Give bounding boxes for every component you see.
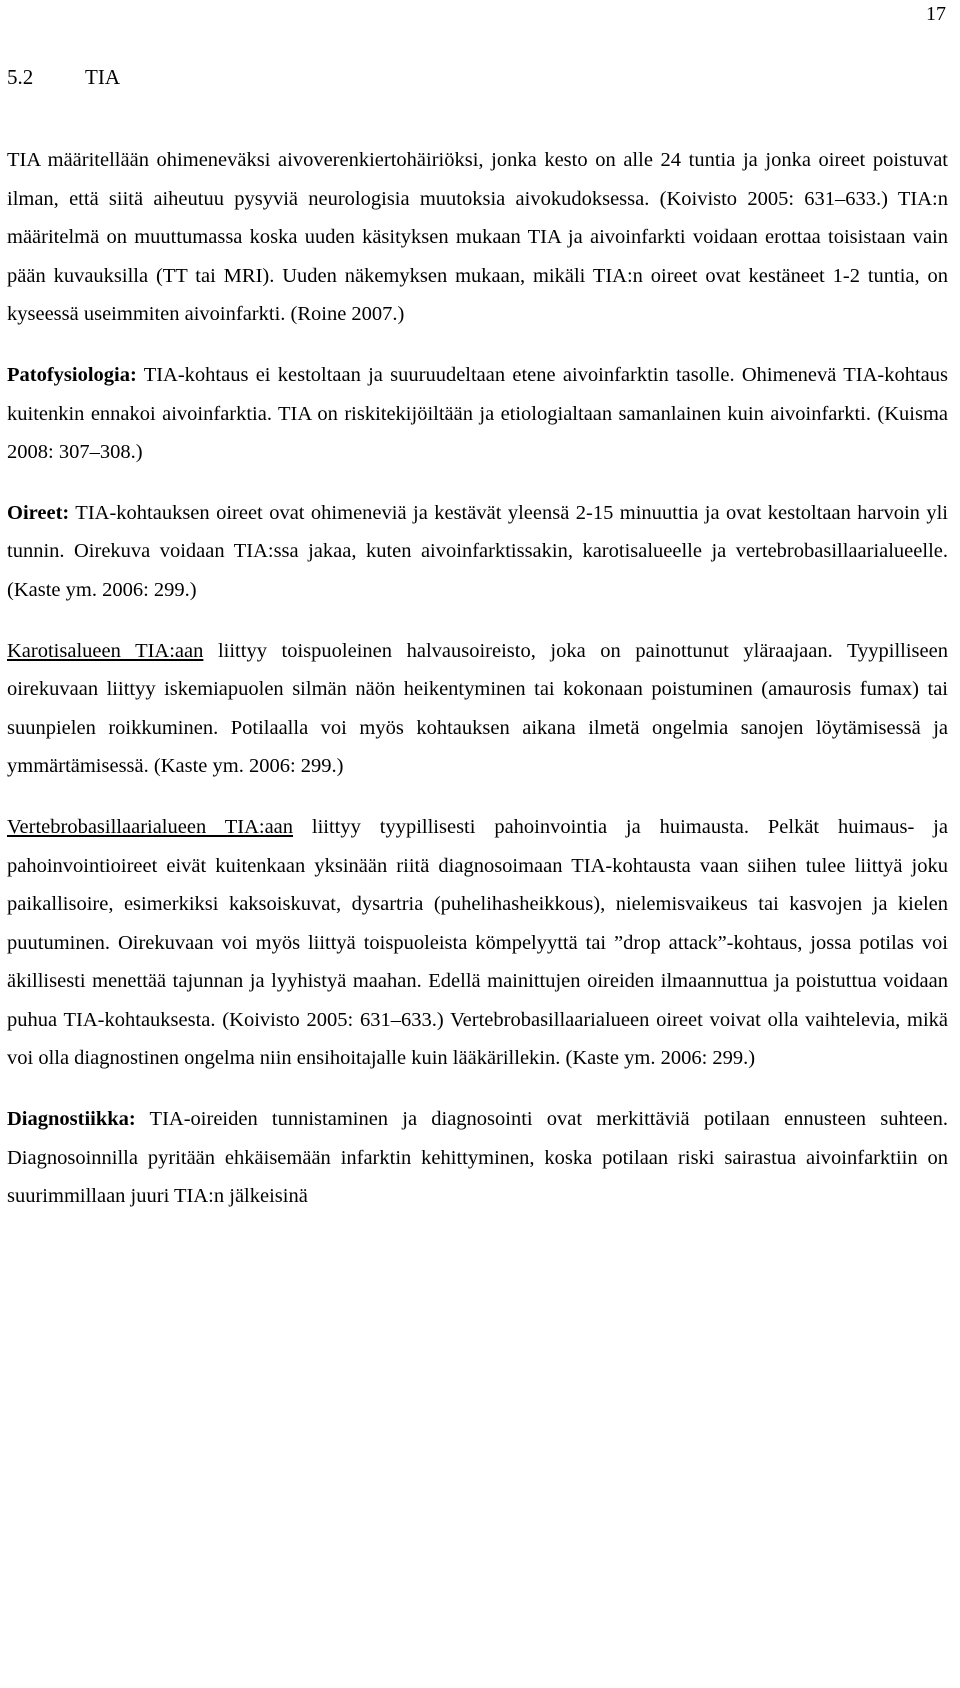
pathophysiology-label: Patofysiologia: bbox=[7, 363, 137, 386]
paragraph-pathophysiology bbox=[7, 356, 948, 472]
symptoms-text: TIA-kohtauksen oireet ovat ohimeneviä ja kestävät yleensä 2-15 minuuttia ja ovat kestoltaan harvoin yli tunnin. Oirekuva voidaan TIA:ssa jakaa, kuten aivoinfarktissakin, karotisalueelle ja vertebrobasillaarialueelle. (Kaste ym. 2006: 299.) bbox=[7, 501, 948, 601]
document-body bbox=[7, 141, 948, 1238]
paragraph-carotid bbox=[7, 632, 948, 786]
section-number: 5.2 bbox=[7, 65, 34, 89]
paragraph-definition: TIA määritellään ohimeneväksi aivoverenkiertohäiriöksi, jonka kesto on alle 24 tuntia ja jonka oireet poistuvat ilman, että siitä aiheutuu pysyviä neurologisia muutoksia aivokudoksessa. (Koivisto 2005: 631–633.) TIA:n määritelmä on muuttumassa koska uuden käsityksen mukaan TIA ja aivoinfarkti voidaan erottaa toisistaan vain pään kuvauksilla (TT tai MRI). Uuden näkemyksen mukaan, mikäli TIA:n oireet ovat kestäneet 1-2 tuntia, on kyseessä useimmiten aivoinfarkti. (Roine 2007.) bbox=[7, 149, 948, 326]
section-title: TIA bbox=[85, 65, 120, 89]
symptoms-label: Oireet: bbox=[7, 501, 70, 524]
carotid-term: Karotisalueen TIA:aan bbox=[7, 639, 204, 662]
pathophysiology-text: TIA-kohtaus ei kestoltaan ja suuruudeltaan etene aivoinfarktin tasolle. Ohimenevä TIA-kohtaus kuitenkin ennakoi aivoinfarktia. TIA on riskitekijöiltään ja etiologialtaan samanlainen kuin aivoinfarkti. (Kuisma 2008: 307–308.) bbox=[7, 363, 948, 464]
carotid-text: liittyy toispuoleinen halvausoireisto, joka on painottunut yläraajaan. Tyypilliseen oirekuvaan liittyy iskemiapuolen silmän näön heikentyminen tai kokonaan poistuminen (amaurosis fumax) tai suunpielen roikkuminen. Potilaalla voi myös kohtauksen aikana ilmetä ongelmia sanojen löytämisessä ja ymmärtämisessä. (Kaste ym. 2006: 299.) bbox=[7, 639, 948, 778]
vertebrobasilar-text: liittyy tyypillisesti pahoinvointia ja huimausta. Pelkät huimaus- ja pahoinvointioireet eivät kuitenkaan yksinään riitä diagnosoimaan TIA-kohtausta vaan siihen tulee liittyä joku paikallisoire, esimerkiksi kaksoiskuvat, dysartria (puhelihasheikkous), nielemisvaikeus tai kasvojen ja kielen puutuminen. Oirekuvaan voi myös liittyä toispuoleista kömpelyyttä tai ”drop attack”-kohtaus, jossa potilas voi äkillisesti menettää tajunnan ja lyyhistyä maahan. Edellä mainittujen oireiden ilmaannuttua ja poistuttua voidaan puhua TIA-kohtauksesta. (Koivisto 2005: 631–633.) Vertebrobasillaarialueen oireet voivat olla vaihtelevia, mikä voi olla diagnostinen ongelma niin ensihoitajalle kuin lääkärillekin. (Kaste ym. 2006: 299.) bbox=[7, 815, 948, 1070]
page-number: 17 bbox=[926, 3, 946, 25]
paragraph-symptoms bbox=[7, 494, 948, 610]
diagnostics-label: Diagnostiikka: bbox=[7, 1108, 136, 1131]
paragraph-diagnostics bbox=[7, 1100, 948, 1216]
vertebrobasilar-term: Vertebrobasillaarialueen TIA:aan bbox=[7, 815, 294, 838]
paragraph-vertebrobasilar bbox=[7, 808, 948, 1078]
section-heading bbox=[7, 60, 120, 94]
diagnostics-text: TIA-oireiden tunnistaminen ja diagnosointi ovat merkittäviä potilaan ennusteen suhteen. Diagnosoinnilla pyritään ehkäisemään infarktin kehittyminen, koska potilaan riski sairastua aivoinfarktiin on suurimmillaan juuri TIA:n jälkeisinä bbox=[7, 1108, 948, 1208]
